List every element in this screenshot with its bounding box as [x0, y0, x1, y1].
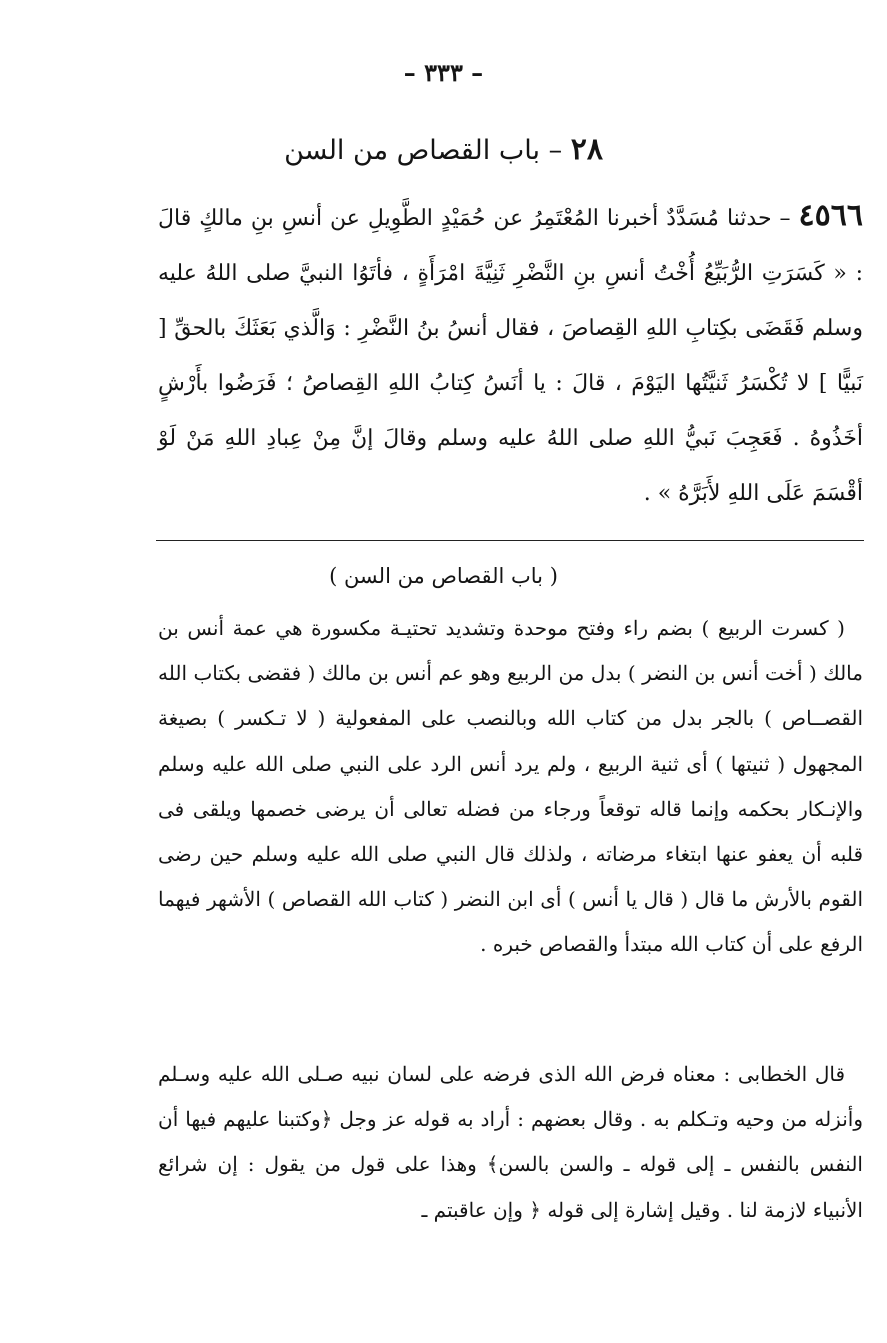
commentary-paragraph-1 [158, 606, 863, 968]
commentary-paragraph-1-text: ( كسرت الربيع ) بضم راء وفتح موحدة وتشديد تحتيـة مكسورة هي عمة أنس بن مالك ( أخت أنس بن النضر ) بدل من الربيع وهو عم أنس بن مالك ( فقضى بكتاب الله القصــاص ) بالجر بدل من كتاب الله وبالنصب على المفعولية ( لا تـكسر ) بصيغة المجهول ( ثنيتها ) أى ثنية الربيع ، ولم يرد أنس الرد على النبي صلى الله عليه وسلم والإنـكار بحكمه وإنما قاله توقعاً ورجاء من فضله تعالى أن يرضى خصمها ويلقى فى قلبه أن يعفو عنها ابتغاء مرضاته ، ولذلك قال النبي صلى الله عليه وسلم حين رضى القوم بالأرش ما قال ( قال يا أنس ) أى ابن النضر ( كتاب الله القصاص ) الأشهر فيهما الرفع على أن كتاب الله مبتدأ والقصاص خبره . [158, 616, 863, 957]
chapter-title: – باب القصاص من السن [284, 135, 563, 166]
hadith-block [158, 188, 863, 521]
chapter-number: ٢٨ [570, 132, 603, 167]
hadith-text: – حدثنا مُسَدَّدٌ أخبرنا المُعْتَمِرُ عن حُمَيْدٍ الطَّوِيلِ عن أنسِ بنِ مالكٍ قالَ : « كَسَرَتِ الرُّبَيِّعُ أُخْتُ أنسِ بنِ النَّضْرِ ثَنِيَّةَ امْرَأَةٍ ، فأتَوُا النبيَّ صلى اللهُ عليه وسلم فَقَضَى بكِتابِ اللهِ القِصاصَ ، فقال أنسُ بنُ النَّضْرِ : وَالَّذي بَعَثَكَ بالحقِّ [ نَبيًّا ] لا تُكْسَرُ ثَنيَّتُها اليَوْمَ ، قالَ : يا أنَسُ كِتابُ اللهِ القِصاصُ ؛ فَرَضُوا بأَرْشٍ أخَذُوهُ . فَعَجِبَ نَبيُّ اللهِ صلى اللهُ عليه وسلم وقالَ إنَّ مِنْ عِبادِ اللهِ مَنْ لَوْ أقْسَمَ عَلَى اللهِ لأَبَرَّهُ » . [158, 206, 863, 506]
commentary-paragraph-2-text: قال الخطابى : معناه فرض الله الذى فرضه على لسان نبيه صـلى الله عليه وسـلم وأنزله من وحيه وتـكلم به . وقال بعضهم : أراد به قوله عز وجل ﴿وكتبنا عليهم فيها أن النفس بالنفس ـ إلى قوله ـ والسن بالسن﴾ وهذا على قول من يقول : إن شرائع الأنبياء لازمة لنا . وقيل إشارة إلى قوله ﴿ وإن عاقبتم ـ [158, 1062, 863, 1222]
section-divider [156, 540, 864, 541]
commentary-paragraph-2 [158, 1052, 863, 1233]
commentary-title: ( باب القصاص من السن ) [329, 564, 558, 588]
hadith-number: ٤٥٦٦ [798, 198, 863, 233]
page-number: – ٣٣٣ – [403, 58, 484, 87]
chapter-heading [0, 132, 887, 167]
